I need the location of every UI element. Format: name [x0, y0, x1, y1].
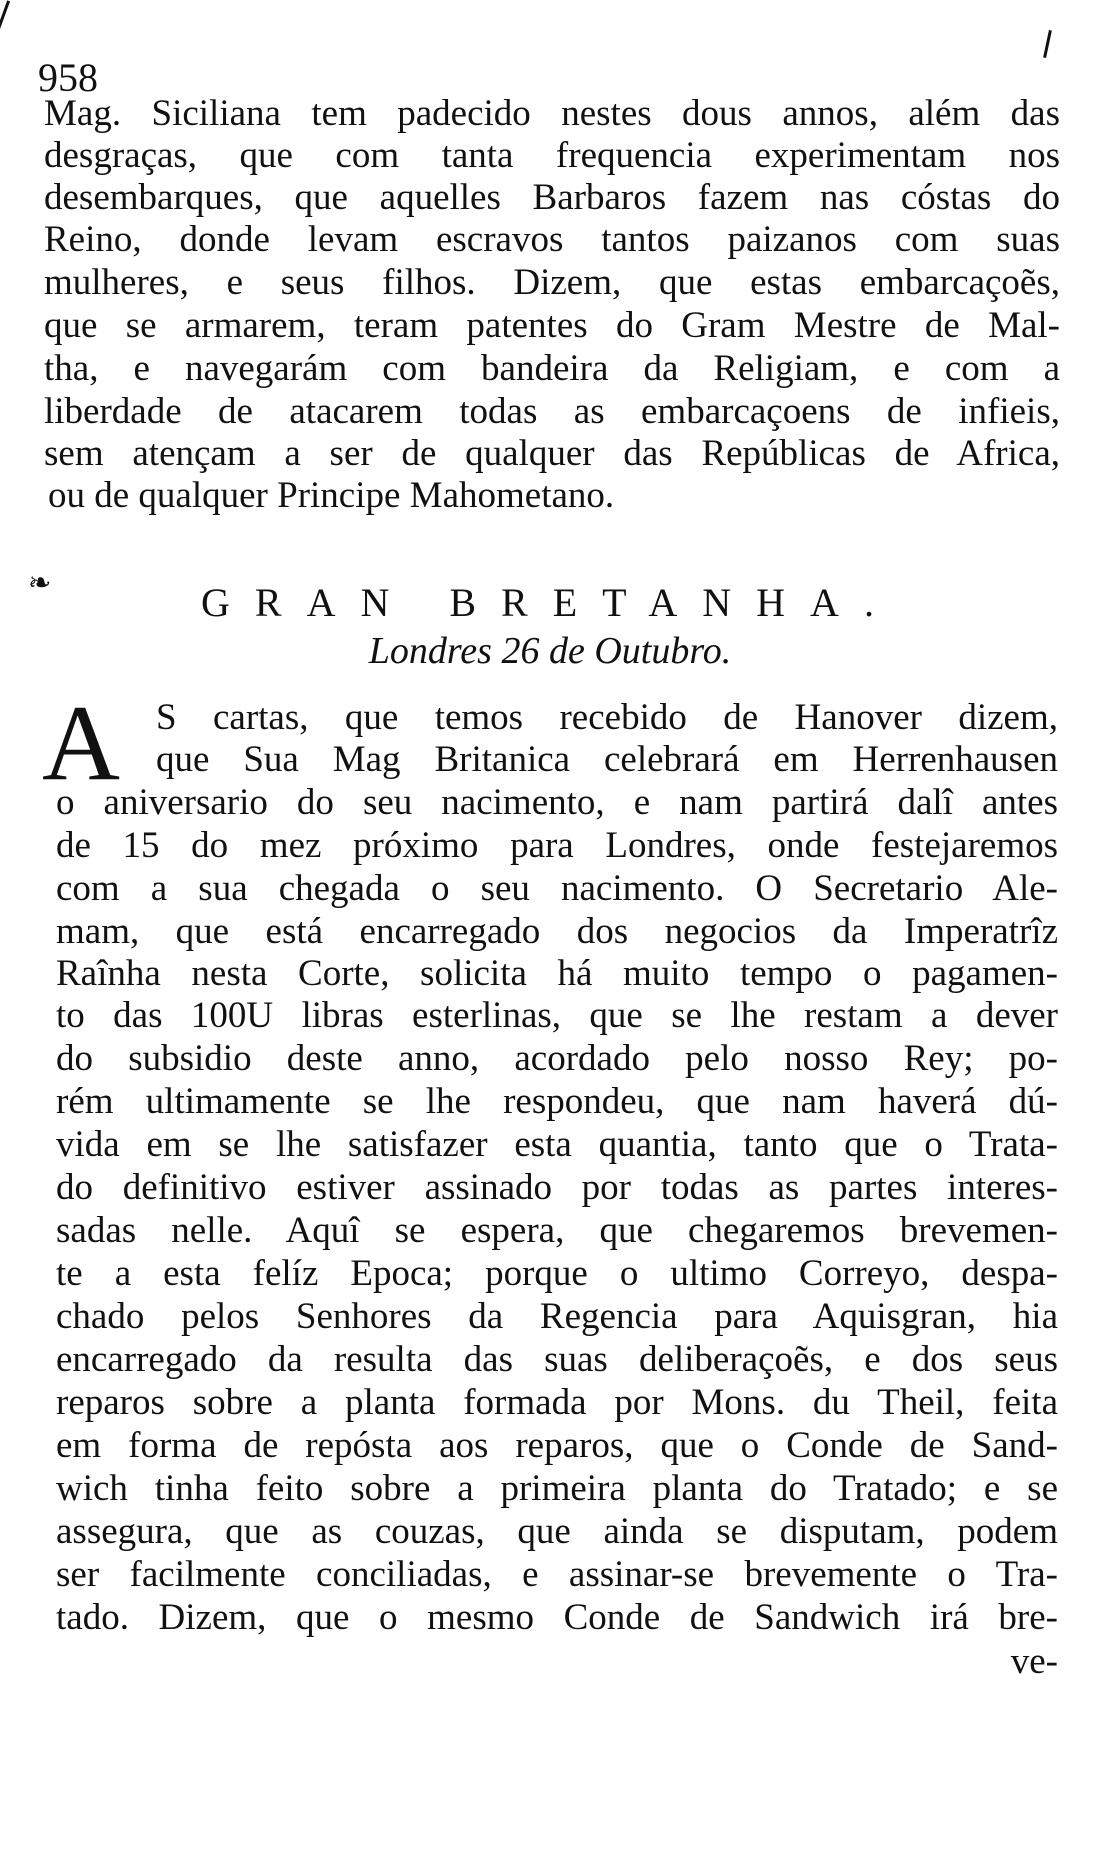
text-line: rém ultimamente se lhe respondeu, que nam haverá dú-: [56, 1081, 1058, 1122]
text-line: em forma de repósta aos reparos, que o Conde de Sand-: [56, 1425, 1058, 1466]
text-line: reparos sobre a planta formada por Mons. du Theil, feita: [56, 1382, 1058, 1423]
text-line: o aniversario do seu nacimento, e nam partirá dalî antes: [56, 782, 1058, 823]
section-heading: GRAN BRETANHA.: [201, 580, 899, 625]
text-line: liberdade de atacarem todas as embarcaçoens de infieis,: [44, 391, 1060, 432]
text-line: ou de qualquer Principe Mahometano.: [48, 475, 615, 516]
text-line: tado. Dizem, que o mesmo Conde de Sandwich irá bre-: [56, 1597, 1058, 1638]
text-line: desembarques, que aquelles Barbaros fazem nas cóstas do: [44, 177, 1060, 218]
text-line: desgraças, que com tanta frequencia experimentam nos: [44, 135, 1060, 176]
text-line: Mag. Siciliana tem padecido nestes dous annos, além das: [44, 93, 1060, 134]
text-line: mulheres, e seus filhos. Dizem, que estas embarcaçoẽs,: [44, 262, 1060, 303]
text-line: Raînha nesta Corte, solicita há muito tempo o pagamen-: [56, 953, 1058, 994]
text-line: com a sua chegada o seu nacimento. O Secretario Ale-: [56, 868, 1058, 909]
text-line: ser facilmente conciliadas, e assinar-se brevemente o Tra-: [56, 1554, 1058, 1595]
text-line: wich tinha feito sobre a primeira planta do Tratado; e se: [56, 1468, 1058, 1509]
text-line: vida em se lhe satisfazer esta quantia, tanto que o Trata-: [56, 1124, 1058, 1165]
text-line: Reino, donde levam escravos tantos paizanos com suas: [44, 219, 1060, 260]
catchword: ve-: [1010, 1641, 1058, 1682]
text-line: do definitivo estiver assinado por todas as partes interes-: [56, 1167, 1058, 1208]
text-line: do subsidio deste anno, acordado pelo nosso Rey; po-: [56, 1038, 1058, 1079]
ornament-mark: ❧: [28, 568, 52, 599]
text-line: sadas nelle. Aquî se espera, que chegaremos brevemen-: [56, 1210, 1058, 1251]
text-line: sem atençam a ser de qualquer das Repúblicas de Africa,: [44, 433, 1060, 474]
page-number: 958: [38, 55, 98, 100]
dateline: Londres 26 de Outubro.: [368, 630, 732, 672]
text-line: chado pelos Senhores da Regencia para Aquisgran, hia: [56, 1296, 1058, 1337]
scan-mark-top-right: [1043, 30, 1052, 58]
drop-cap: A: [42, 684, 120, 803]
scan-mark-top-left: [0, 0, 10, 29]
text-line: tha, e navegarám com bandeira da Religiam, e com a: [44, 348, 1060, 389]
text-line: encarregado da resulta das suas deliberaçoẽs, e dos seus: [56, 1339, 1058, 1380]
text-line: mam, que está encarregado dos negocios da Imperatrîz: [56, 911, 1058, 952]
text-line: te a esta felíz Epoca; porque o ultimo Correyo, despa-: [56, 1253, 1058, 1294]
text-line: S cartas, que temos recebido de Hanover dizem,: [156, 697, 1058, 738]
text-line: assegura, que as couzas, que ainda se disputam, podem: [56, 1511, 1058, 1552]
text-line: que se armarem, teram patentes do Gram Mestre de Mal-: [44, 305, 1060, 346]
text-line: que Sua Mag Britanica celebrará em Herrenhausen: [156, 739, 1058, 780]
text-line: de 15 do mez próximo para Londres, onde festejaremos: [56, 825, 1058, 866]
text-line: to das 100U libras esterlinas, que se lhe restam a dever: [56, 995, 1058, 1036]
